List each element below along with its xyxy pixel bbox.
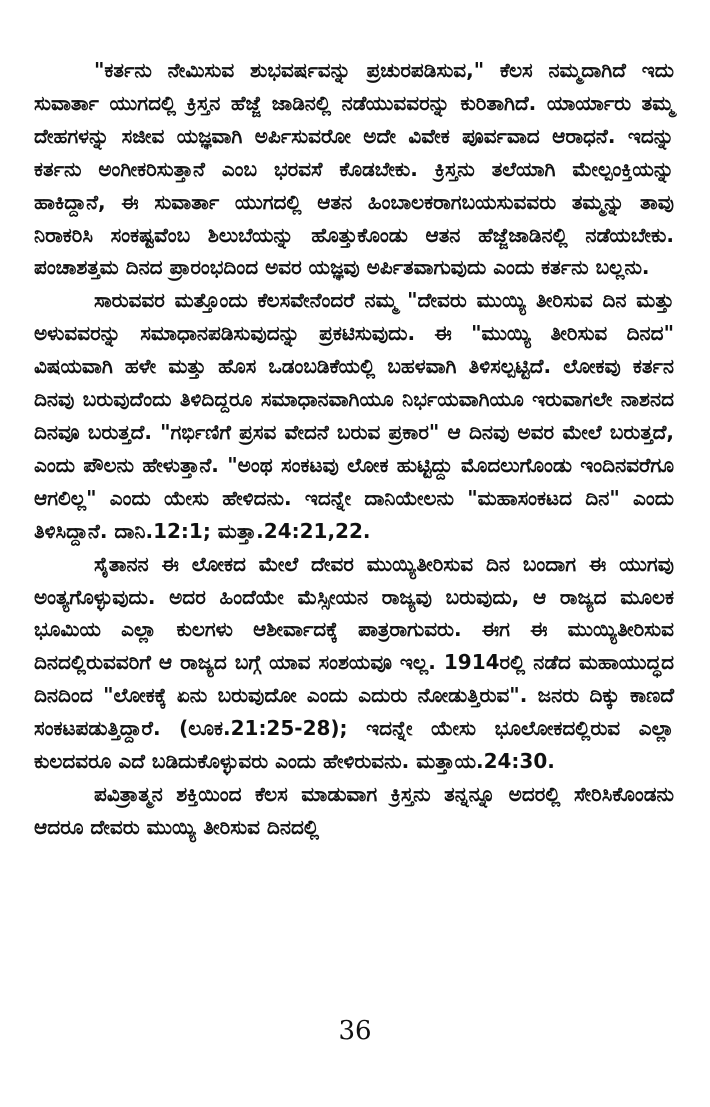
paragraph-2: ಸಾರುವವರ ಮತ್ತೊಂದು ಕೆಲಸವೇನೆಂದರೆ ನಮ್ಮ "ದೇವರು ಮುಯ್ಯಿ ತೀರಿಸುವ ದಿನ ಮತ್ತು ಅಳುವವರನ್ನು ಸಮಾಧಾನಪಡಿಸುವುದನ್ನು ಪ್ರಕಟಿಸುವುದು. ಈ "ಮುಯ್ಯಿ ತೀರಿಸುವ ದಿನದ" ವಿಷಯವಾಗಿ ಹಳೇ ಮತ್ತು ಹೊಸ ಒಡಂಬಡಿಕೆಯಲ್ಲಿ ಬಹಳವಾಗಿ ತಿಳಿಸಲ್ಪಟ್ಟಿದೆ. ಲೋಕವು ಕರ್ತನ ದಿನವು ಬರುವುದೆಂದು ತಿಳಿದಿದ್ದರೂ ಸಮಾಧಾನವಾಗಿಯೂ ನಿರ್ಭಯವಾಗಿಯೂ ಇರುವಾಗಲೇ ನಾಶನದ ದಿನವೂ ಬರುತ್ತದೆ. "ಗರ್ಭಿಣಿಗೆ ಪ್ರಸವ ವೇದನೆ ಬರುವ ಪ್ರಕಾರ" ಆ ದಿನವು ಅವರ ಮೇಲೆ ಬರುತ್ತದೆ, ಎಂದು ಪೌಲನು ಹೇಳುತ್ತಾನೆ. "ಅಂಥ ಸಂಕಟವು ಲೋಕ ಹುಟ್ಟಿದ್ದು ಮೊದಲುಗೊಂಡು ಇಂದಿನವರೆಗೂ ಆಗಲಿಲ್ಲ" ಎಂದು ಯೇಸು ಹೇಳಿದನು. ಇದನ್ನೇ ದಾನಿಯೇಲನು "ಮಹಾಸಂಕಟದ ದಿನ" ಎಂದು ತಿಳಿಸಿದ್ದಾನೆ. ದಾನಿ.12:1; ಮತ್ತಾ.24:21,22. (34, 288, 674, 543)
body-text (34, 54, 674, 844)
paragraph-1: "ಕರ್ತನು ನೇಮಿಸುವ ಶುಭವರ್ಷವನ್ನು ಪ್ರಚುರಪಡಿಸುವ," ಕೆಲಸ ನಮ್ಮದಾಗಿದೆ ಇದು ಸುವಾರ್ತಾ ಯುಗದಲ್ಲಿ ಕ್ರಿಸ್ತನ ಹೆಜ್ಜೆ ಜಾಡಿನಲ್ಲಿ ನಡೆಯುವವರನ್ನು ಕುರಿತಾಗಿದೆ. ಯಾರ್ಯಾರು ತಮ್ಮ ದೇಹಗಳನ್ನು ಸಜೀವ ಯಜ್ಞವಾಗಿ ಅರ್ಪಿಸುವರೋ ಅದೇ ವಿವೇಕ ಪೂರ್ವವಾದ ಆರಾಧನೆ. ಇದನ್ನು ಕರ್ತನು ಅಂಗೀಕರಿಸುತ್ತಾನೆ ಎಂಬ ಭರವಸೆ ಕೊಡಬೇಕು. ಕ್ರಿಸ್ತನು ತಲೆಯಾಗಿ ಮೇಲ್ಪಂಕ್ತಿಯನ್ನು ಹಾಕಿದ್ದಾನೆ, ಈ ಸುವಾರ್ತಾ ಯುಗದಲ್ಲಿ ಆತನ ಹಿಂಬಾಲಕರಾಗಬಯಸುವವರು ತಮ್ಮನ್ನು ತಾವು ನಿರಾಕರಿಸಿ ಸಂಕಷ್ಟವೆಂಬ ಶಿಲುಬೆಯನ್ನು ಹೊತ್ತುಕೊಂಡು ಆತನ ಹೆಜ್ಜೆಜಾಡಿನಲ್ಲಿ ನಡೆಯಬೇಕು. ಪಂಚಾಶತ್ತಮ ದಿನದ ಪ್ರಾರಂಭದಿಂದ ಅವರ ಯಜ್ಞವು ಅರ್ಪಿತವಾಗುವುದು ಎಂದು ಕರ್ತನು ಬಲ್ಲನು. (34, 58, 674, 280)
paragraph-4: ಪವಿತ್ರಾತ್ಮನ ಶಕ್ತಿಯಿಂದ ಕೆಲಸ ಮಾಡುವಾಗ ಕ್ರಿಸ್ತನು ತನ್ನನ್ನೂ ಅದರಲ್ಲಿ ಸೇರಿಸಿಕೊಂಡನು ಆದರೂ ದೇವರು ಮುಯ್ಯಿ ತೀರಿಸುವ ದಿನದಲ್ಲಿ (34, 781, 674, 839)
page-number: 36 (338, 1016, 372, 1046)
paragraph-3: ಸೈತಾನನ ಈ ಲೋಕದ ಮೇಲೆ ದೇವರ ಮುಯ್ಯಿತೀರಿಸುವ ದಿನ ಬಂದಾಗ ಈ ಯುಗವು ಅಂತ್ಯಗೊಳ್ಳುವುದು. ಅದರ ಹಿಂದೆಯೇ ಮೆಸ್ಸೀಯನ ರಾಜ್ಯವು ಬರುವುದು, ಆ ರಾಜ್ಯದ ಮೂಲಕ ಭೂಮಿಯ ಎಲ್ಲಾ ಕುಲಗಳು ಆಶೀರ್ವಾದಕ್ಕೆ ಪಾತ್ರರಾಗುವರು. ಈಗ ಈ ಮುಯ್ಯಿತೀರಿಸುವ ದಿನದಲ್ಲಿರುವವರಿಗೆ ಆ ರಾಜ್ಯದ ಬಗ್ಗೆ ಯಾವ ಸಂಶಯವೂ ಇಲ್ಲ. 1914ರಲ್ಲಿ ನಡೆದ ಮಹಾಯುದ್ಧದ ದಿನದಿಂದ "ಲೋಕಕ್ಕೆ ಏನು ಬರುವುದೋ ಎಂದು ಎದುರು ನೋಡುತ್ತಿರುವ". ಜನರು ದಿಕ್ಕು ಕಾಣದೆ ಸಂಕಟಪಡುತ್ತಿದ್ದಾರೆ. (ಲೂಕ.21:25-28); ಇದನ್ನೇ ಯೇಸು ಭೂಲೋಕದಲ್ಲಿರುವ ಎಲ್ಲಾ ಕುಲದವರೂ ಎದೆ ಬಡಿದುಕೊಳ್ಳುವರು ಎಂದು ಹೇಳಿರುವನು. ಮತ್ತಾಯ.24:30. (34, 551, 674, 774)
